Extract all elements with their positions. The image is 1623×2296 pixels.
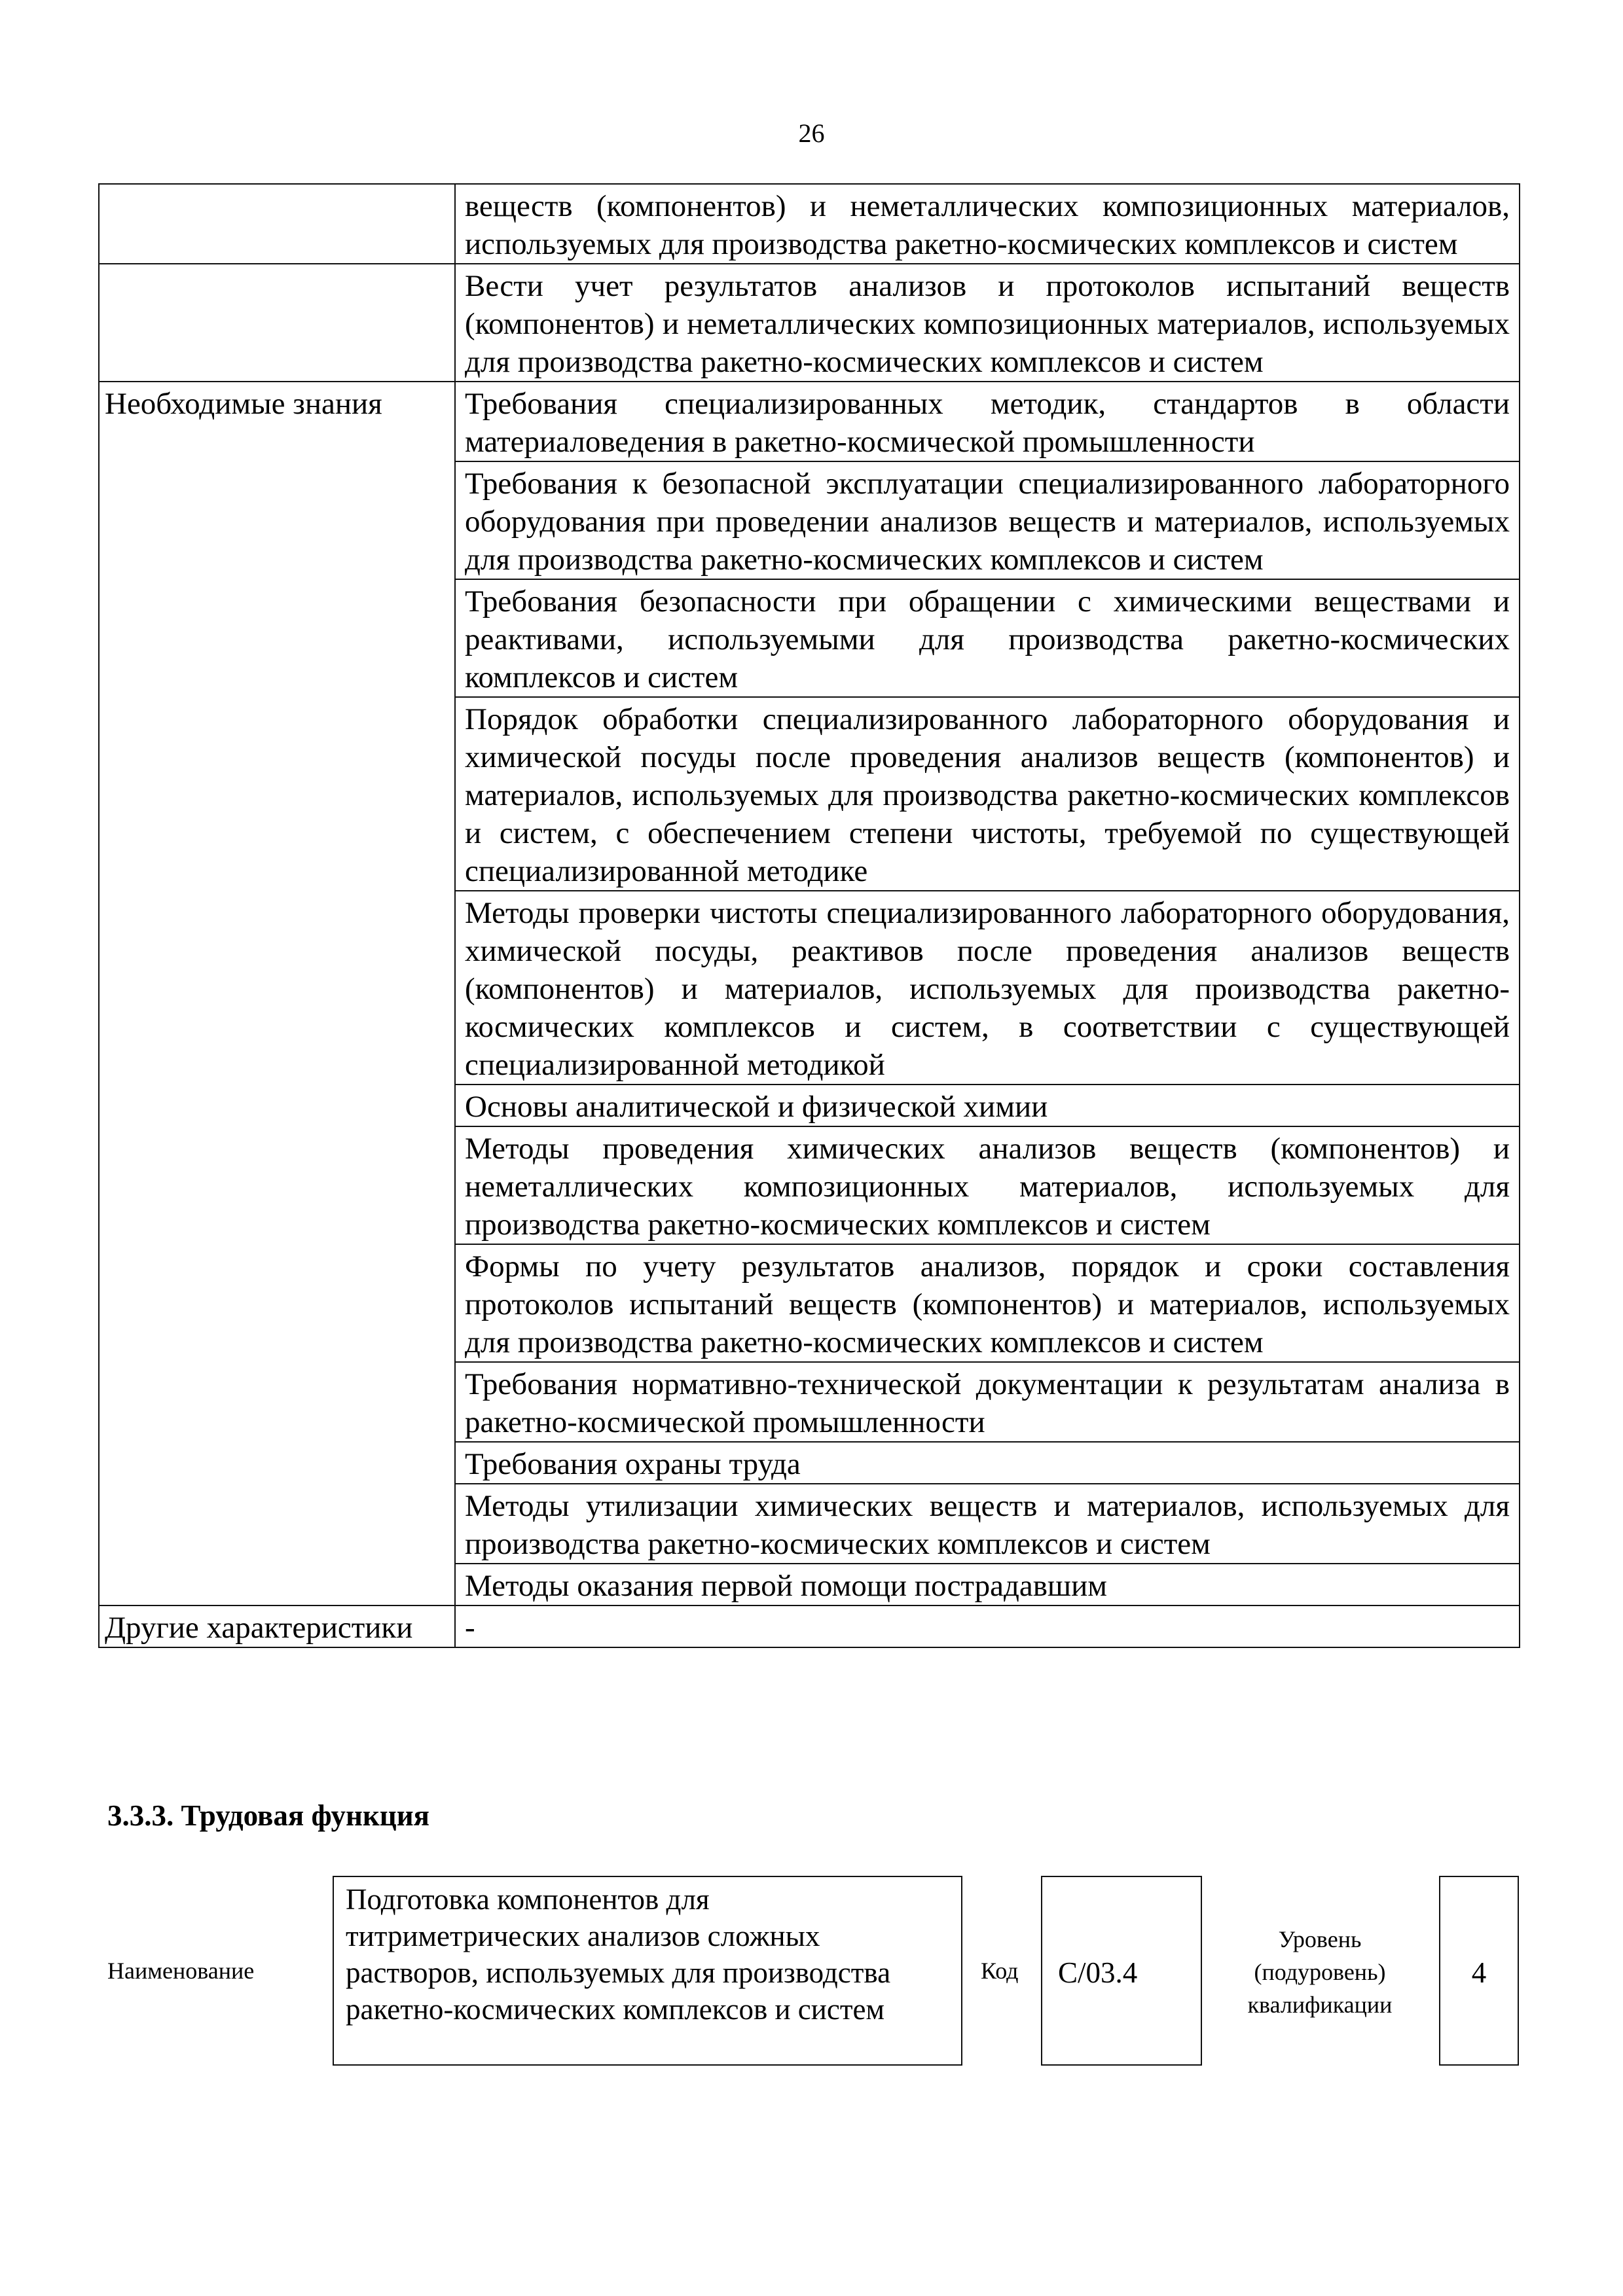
table-row xyxy=(99,1605,1520,1647)
section-heading: 3.3.3. Трудовая функция xyxy=(107,1799,430,1832)
knowledge-item: Методы оказания первой помощи пострадавшим xyxy=(455,1564,1520,1605)
requirements-table xyxy=(98,183,1520,1648)
knowledge-item: Порядок обработки специализированного лабораторного оборудования и химической посуды после проведения анализов веществ (компонентов) и материалов, используемых для производства ракетно-космических комплексов и систем, с обеспечением степени чистоты, требуемой по существующей специализированной методике xyxy=(455,697,1520,891)
level-label-line: Уровень xyxy=(1278,1926,1362,1952)
knowledge-item: Формы по учету результатов анализов, порядок и сроки составления протоколов испытаний веществ (компонентов) и материалов, используемых для производства ракетно-космических комплексов и систем xyxy=(455,1244,1520,1362)
table-cell: веществ (компонентов) и неметаллических композиционных материалов, используемых для производства ракетно-космических комплексов и систем xyxy=(455,184,1520,264)
page-number: 26 xyxy=(798,118,825,148)
level-label-line: квалификации xyxy=(1247,1992,1393,2018)
code-value: C/03.4 xyxy=(1058,1956,1138,1989)
table-row xyxy=(99,382,1520,461)
qualification-level-value: 4 xyxy=(1471,1956,1487,1989)
table-row xyxy=(99,184,1520,264)
knowledge-item: Требования безопасности при обращении с химическими веществами и реактивами, используемыми для производства ракетно-космических комплексов и систем xyxy=(455,579,1520,697)
other-characteristics-label: Другие характеристики xyxy=(99,1605,455,1647)
table-cell: Вести учет результатов анализов и протоколов испытаний веществ (компонентов) и неметаллических композиционных материалов, используемых для производства ракетно-космических комплексов и систем xyxy=(455,264,1520,382)
qualification-level-box xyxy=(1439,1876,1519,2066)
knowledge-item: Методы утилизации химических веществ и материалов, используемых для производства ракетно-космических комплексов и систем xyxy=(455,1484,1520,1564)
other-characteristics-value: - xyxy=(455,1605,1520,1647)
name-label: Наименование xyxy=(107,1958,255,1984)
knowledge-item: Требования специализированных методик, стандартов в области материаловедения в ракетно-космической промышленности xyxy=(455,382,1520,461)
knowledge-item: Основы аналитической и физической химии xyxy=(455,1085,1520,1126)
knowledge-item: Методы проверки чистоты специализированного лабораторного оборудования, химической посуды, реактивов после проведения анализов веществ (компонентов) и материалов, используемых для производства ракетно-космических комплексов и систем, в соответствии с существующей специализированной методикой xyxy=(455,891,1520,1085)
knowledge-label: Необходимые знания xyxy=(99,382,455,1605)
code-label: Код xyxy=(981,1958,1019,1984)
knowledge-item: Требования к безопасной эксплуатации специализированного лабораторного оборудования при проведении анализов веществ и материалов, используемых для производства ракетно-космических комплексов и систем xyxy=(455,461,1520,579)
code-box xyxy=(1041,1876,1202,2066)
knowledge-item: Требования нормативно-технической документации к результатам анализа в ракетно-космической промышленности xyxy=(455,1362,1520,1442)
knowledge-item: Методы проведения химических анализов веществ (компонентов) и неметаллических композиционных материалов, используемых для производства ракетно-космических комплексов и систем xyxy=(455,1126,1520,1244)
level-label-line: (подуровень) xyxy=(1254,1959,1386,1985)
name-value-box: Подготовка компонентов для титриметрических анализов сложных растворов, используемых для производства ракетно-космических комплексов и систем xyxy=(333,1876,962,2066)
empty-label-cell xyxy=(99,264,455,382)
qualification-level-label xyxy=(1222,1923,1418,2021)
table-row xyxy=(99,264,1520,382)
empty-label-cell xyxy=(99,184,455,264)
knowledge-item: Требования охраны труда xyxy=(455,1442,1520,1484)
